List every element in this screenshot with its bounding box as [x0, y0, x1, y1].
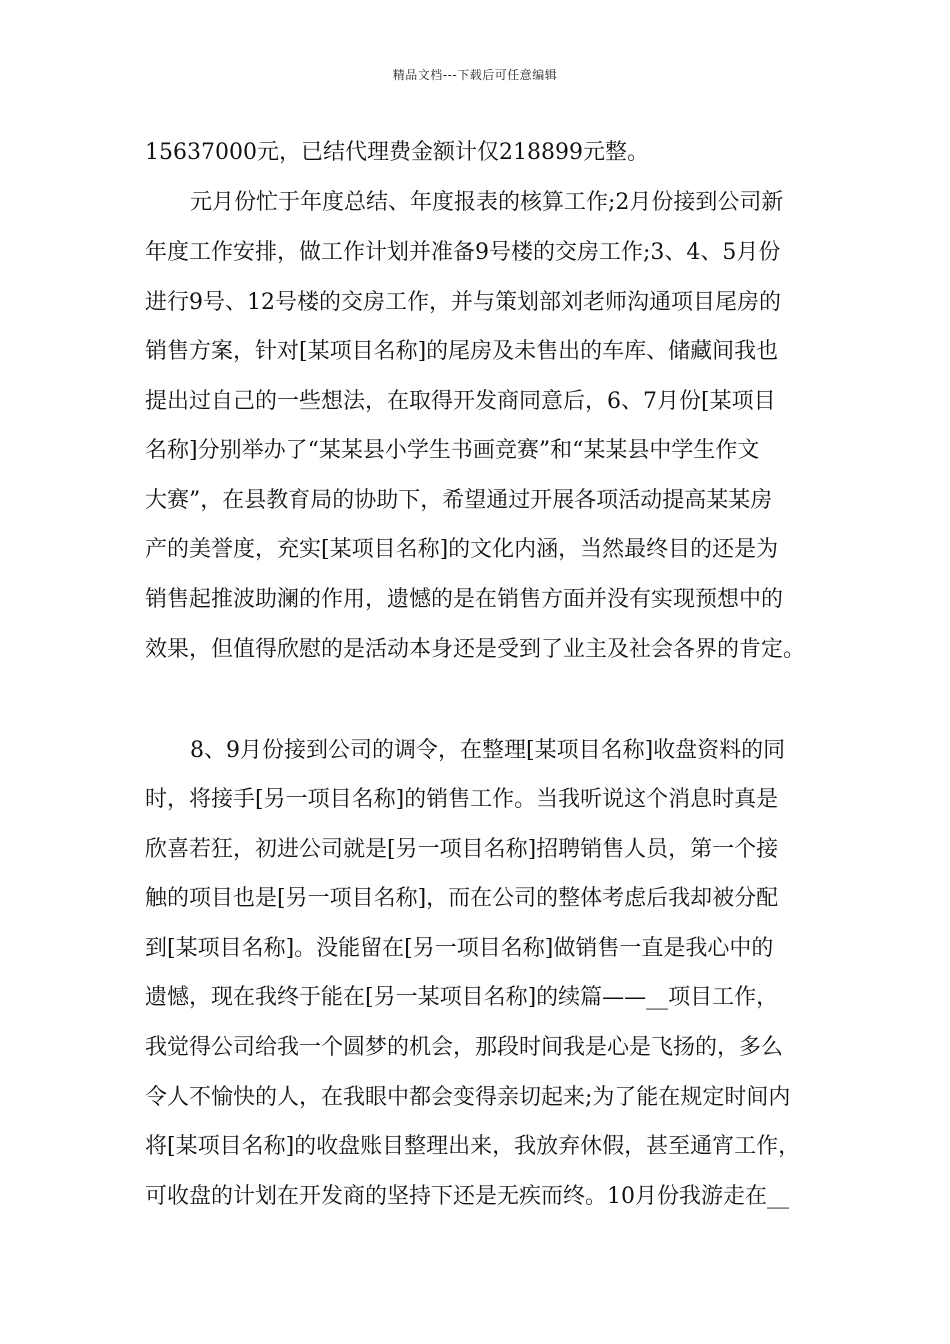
text-line: 15637000元，已结代理费金额计仅218899元整。 [145, 140, 649, 165]
text-line: 到[某项目名称]。没能留在[另一项目名称]做销售一直是我心中的 [145, 936, 774, 961]
text-line: 欣喜若狂，初进公司就是[另一项目名称]招聘销售人员，第一个接 [145, 837, 779, 862]
paragraph-first-line: 元月份忙于年度总结、年度报表的核算工作;2月份接到公司新 [190, 190, 784, 215]
text-line: 大赛”，在县教育局的协助下，希望通过开展各项活动提高某某房 [145, 488, 773, 513]
text-line: 时，将接手[另一项目名称]的销售工作。当我听说这个消息时真是 [145, 787, 779, 812]
text-line: 名称]分别举办了“某某县小学生书画竞赛”和“某某县中学生作文 [145, 438, 760, 463]
text-line: 销售起推波助澜的作用，遗憾的是在销售方面并没有实现预想中的 [145, 587, 784, 612]
page-header: 精品文档---下载后可任意编辑 [392, 68, 558, 82]
text-line: 我觉得公司给我一个圆梦的机会，那段时间我是心是飞扬的，多么 [145, 1035, 784, 1060]
text-line: 销售方案，针对[某项目名称]的尾房及未售出的车库、储藏间我也 [145, 339, 779, 364]
text-line: 进行9号、12号楼的交房工作，并与策划部刘老师沟通项目尾房的 [145, 290, 781, 315]
text-line: 效果，但值得欣慰的是活动本身还是受到了业主及社会各界的肯定。 [145, 637, 806, 662]
text-line: 令人不愉快的人，在我眼中都会变得亲切起来;为了能在规定时间内 [145, 1085, 791, 1110]
text-line: 可收盘的计划在开发商的坚持下还是无疾而终。10月份我游走在__ [145, 1184, 789, 1209]
text-line: 触的项目也是[另一项目名称]，而在公司的整体考虑后我却被分配 [145, 886, 779, 911]
paragraph-first-line: 8、9月份接到公司的调令，在整理[某项目名称]收盘资料的同 [190, 738, 786, 763]
text-line: 提出过自己的一些想法，在取得开发商同意后，6、7月份[某项目 [145, 389, 776, 414]
text-line: 遗憾，现在我终于能在[另一某项目名称]的续篇——__项目工作， [145, 985, 779, 1010]
text-line: 年度工作安排，做工作计划并准备9号楼的交房工作;3、4、5月份 [145, 240, 781, 265]
text-line: 将[某项目名称]的收盘账目整理出来，我放弃休假，甚至通宵工作， [145, 1134, 801, 1159]
text-line: 产的美誉度，充实[某项目名称]的文化内涵，当然最终目的还是为 [145, 537, 779, 562]
